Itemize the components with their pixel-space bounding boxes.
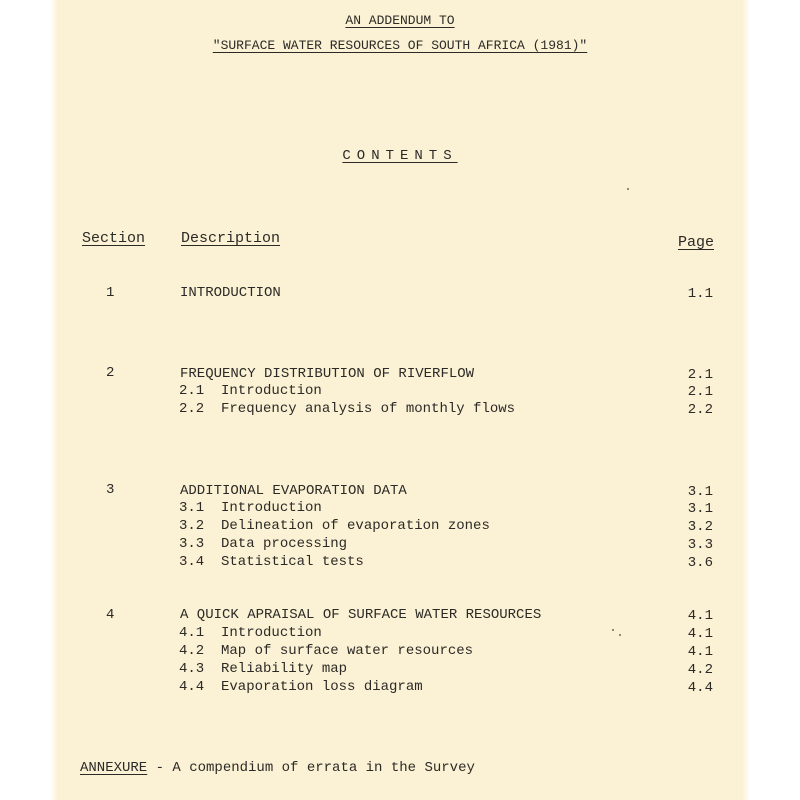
section-4-number: 4 [106,607,115,623]
subsection-3-1-page: 3.1 [687,501,713,517]
section-2-title: FREQUENCY DISTRIBUTION OF RIVERFLOW [180,366,475,382]
annexure-label: ANNEXURE [80,760,148,776]
subsection-2-1-label: 2.1 Introduction [179,383,322,399]
subsection-3-4-label: 3.4 Statistical tests [179,554,364,570]
column-header-section: Section [82,230,146,247]
subsection-3-4-page: 3.6 [687,555,713,571]
header-line-2 [0,38,800,53]
page-edge-left [0,0,58,800]
subsection-3-3-label: 3.3 Data processing [179,536,348,552]
contents-title [0,148,800,164]
section-1-page: 1.1 [687,286,713,302]
subsection-4-2-page: 4.1 [687,644,713,660]
paper-speck [627,188,629,190]
subsection-3-2-page: 3.2 [687,519,713,535]
header-line-1 [0,13,800,28]
column-header-page: Page [677,234,714,251]
section-3-number: 3 [106,482,115,498]
section-3-page: 3.1 [687,484,713,500]
section-4-title: A QUICK APRAISAL OF SURFACE WATER RESOURCES [180,607,542,623]
paper-speck [619,634,621,636]
column-header-description: Description [181,230,281,247]
subsection-4-3-label: 4.3 Reliability map [179,661,348,677]
header-line-2-text: "SURFACE WATER RESOURCES OF SOUTH AFRICA (1981)" [212,38,588,53]
subsection-4-1-page: 4.1 [687,626,713,642]
section-1-number: 1 [106,285,115,301]
subsection-4-1-label: 4.1 Introduction [179,625,322,641]
page-edge-right [742,0,800,800]
section-4-page: 4.1 [687,608,713,624]
subsection-4-2-label: 4.2 Map of surface water resources [179,643,474,659]
header-line-1-text: AN ADDENDUM TO [345,13,455,28]
subsection-4-4-label: 4.4 Evaporation loss diagram [179,679,423,695]
subsection-2-2-page: 2.2 [687,402,713,418]
section-3-title: ADDITIONAL EVAPORATION DATA [180,483,407,499]
subsection-4-4-page: 4.4 [687,680,713,696]
annexure-line [80,760,475,776]
subsection-2-1-page: 2.1 [687,384,713,400]
contents-title-text: CONTENTS [342,148,458,164]
paper-speck [612,629,614,631]
section-2-page: 2.1 [687,367,713,383]
subsection-4-3-page: 4.2 [687,662,713,678]
subsection-2-2-label: 2.2 Frequency analysis of monthly flows [179,401,516,417]
subsection-3-1-label: 3.1 Introduction [179,500,322,516]
annexure-text: - A compendium of errata in the Survey [147,760,475,776]
section-1-title: INTRODUCTION [180,285,281,301]
subsection-3-2-label: 3.2 Delineation of evaporation zones [179,518,490,534]
section-2-number: 2 [106,365,115,381]
subsection-3-3-page: 3.3 [687,537,713,553]
